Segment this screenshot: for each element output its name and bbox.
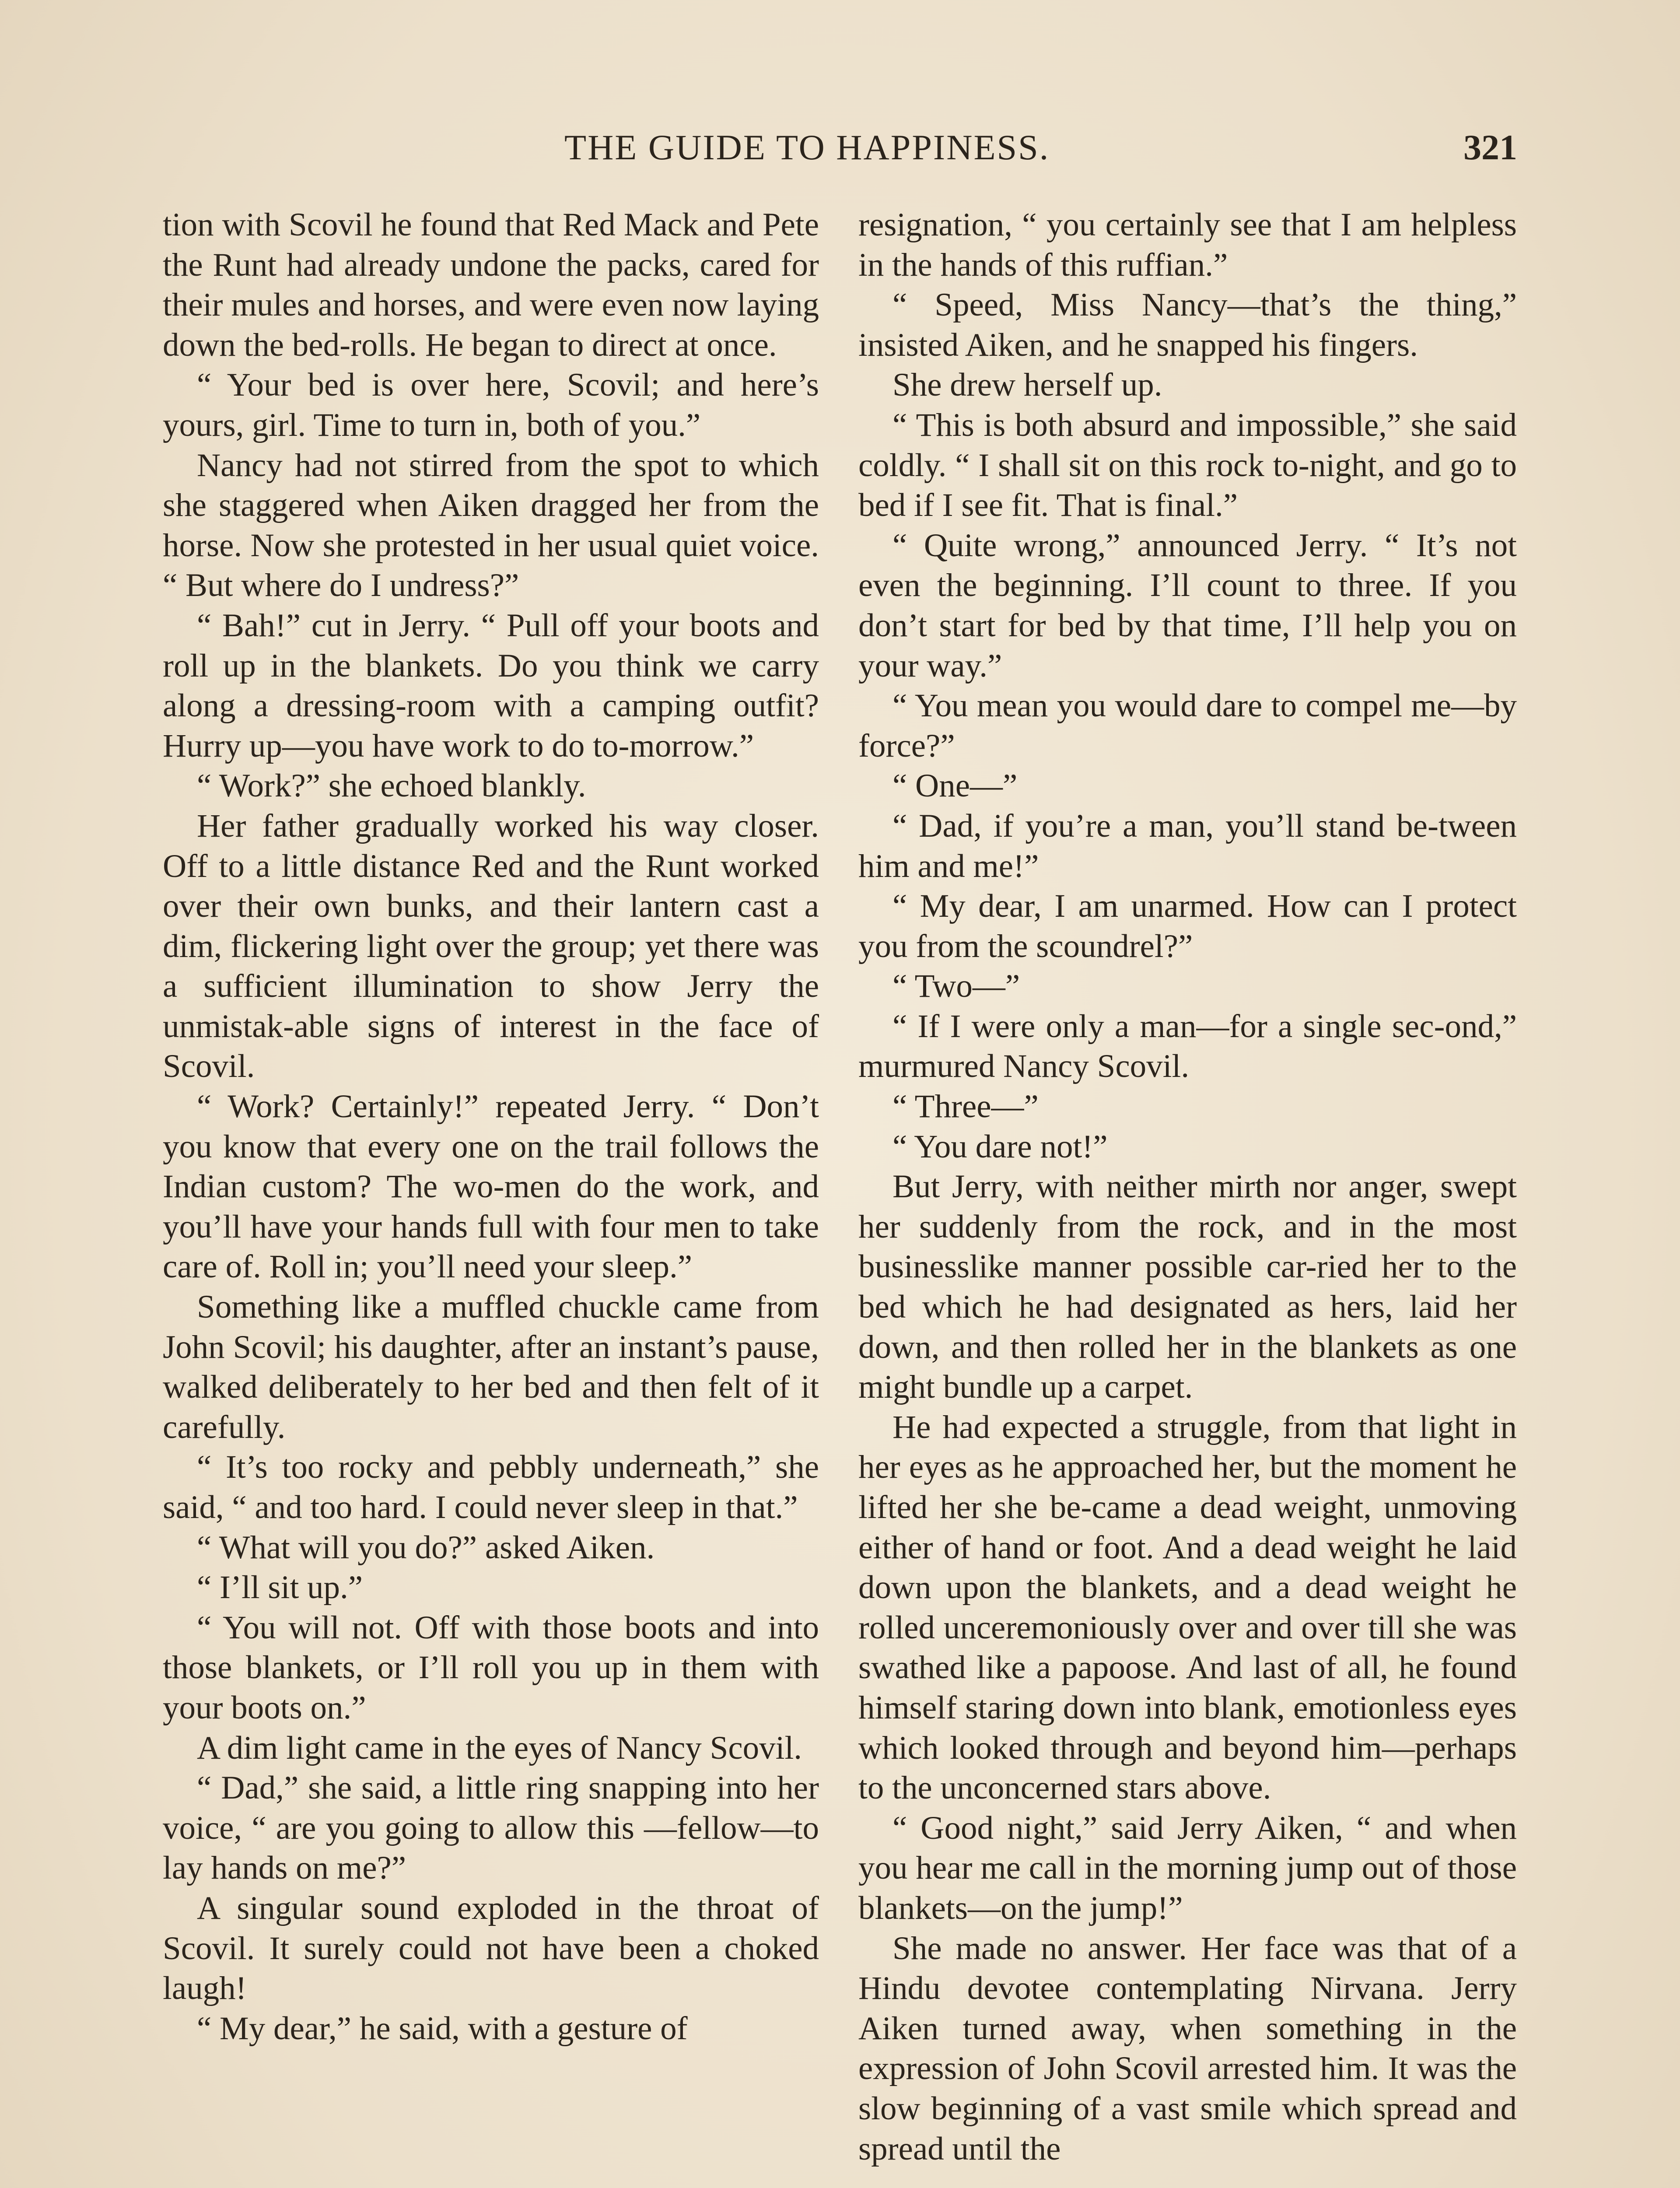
paragraph: She drew herself up. <box>892 367 1162 403</box>
paragraph: She made no answer. Her face was that of a Hindu devotee contemplating Nirvana. Jerry Aiken turned away, when something in the expression of John Scovil arrested him. It was the slow beginning of a vast smile which spread and spread until the <box>858 1930 1517 2167</box>
paragraph: “ Dad,” she said, a little ring snapping into her voice, “ are you going to allow this —fellow—to lay hands on me?” <box>163 1770 819 1886</box>
paragraph: resignation, “ you certainly see that I am helpless in the hands of this ruffian.” <box>858 207 1517 283</box>
paragraph: But Jerry, with neither mirth nor anger, swept her suddenly from the rock, and in the most businesslike manner possible car-ried her to the bed which he had designated as hers, laid her down, and then rolled her in the blankets as one might bundle up a carpet. <box>858 1168 1517 1406</box>
left-text-column <box>163 205 819 2188</box>
paragraph: “ Good night,” said Jerry Aiken, “ and when you hear me call in the morning jump out of those blankets—on the jump!” <box>858 1809 1517 1926</box>
paragraph: “ You will not. Off with those boots and into those blankets, or I’ll roll you up in them with your boots on.” <box>163 1609 819 1726</box>
right-text-column <box>858 205 1517 2188</box>
paragraph: “ My dear,” he said, with a gesture of <box>197 2010 688 2047</box>
paragraph: A singular sound exploded in the throat of Scovil. It surely could not have been a choked laugh! <box>163 1890 819 2007</box>
paragraph: Her father gradually worked his way closer. Off to a little distance Red and the Runt worked over their own bunks, and their lantern cast a dim, flickering light over the group; yet there was a sufficient illumination to show Jerry the unmistak-able signs of interest in the face of Scovil. <box>163 807 819 1085</box>
page-header <box>0 127 1680 175</box>
paragraph: “ Dad, if you’re a man, you’ll stand be-tween him and me!” <box>858 807 1517 884</box>
paragraph: “ Quite wrong,” announced Jerry. “ It’s not even the beginning. I’ll count to three. If you don’t start for bed by that time, I’ll help you on your way.” <box>858 527 1517 684</box>
paragraph: “ You mean you would dare to compel me—by force?” <box>858 687 1517 764</box>
paragraph: “ One—” <box>892 768 1018 804</box>
paragraph: “ Work?” she echoed blankly. <box>197 768 586 804</box>
paragraph: “ This is both absurd and impossible,” she said coldly. “ I shall sit on this rock to-night, and go to bed if I see fit. That is final.” <box>858 407 1517 524</box>
paragraph: “ Speed, Miss Nancy—that’s the thing,” insisted Aiken, and he snapped his fingers. <box>858 287 1517 363</box>
paragraph: “ If I were only a man—for a single sec-ond,” murmured Nancy Scovil. <box>858 1008 1517 1085</box>
paragraph: “ Bah!” cut in Jerry. “ Pull off your boots and roll up in the blankets. Do you think we carry along a dressing-room with a camping outfit? Hurry up—you have work to do to-morrow.” <box>163 607 819 764</box>
paragraph: “ It’s too rocky and pebbly underneath,” she said, “ and too hard. I could never sleep in that.” <box>163 1449 819 1525</box>
paragraph: “ You dare not!” <box>892 1128 1108 1165</box>
paragraph: “ Two—” <box>892 968 1020 1005</box>
paragraph: “ My dear, I am unarmed. How can I protect you from the scoundrel?” <box>858 888 1517 964</box>
paragraph: He had expected a struggle, from that light in her eyes as he approached her, but the moment he lifted her she be-came a dead weight, unmoving either of hand or foot. And a dead weight he laid down upon the blankets, and a dead weight he rolled unceremoniously over and over till she was swathed like a papoose. And last of all, he found himself staring down into blank, emotionless eyes which looked through and beyond him—perhaps to the unconcerned stars above. <box>858 1409 1517 1806</box>
paragraph: Something like a muffled chuckle came from John Scovil; his daughter, after an instant’s pause, walked deliberately to her bed and then felt of it carefully. <box>163 1289 819 1445</box>
page-number: 321 <box>1463 127 1517 167</box>
paragraph: “ I’ll sit up.” <box>197 1569 363 1606</box>
paragraph: “ What will you do?” asked Aiken. <box>197 1529 655 1566</box>
paragraph: A dim light came in the eyes of Nancy Scovil. <box>197 1729 802 1766</box>
running-title: THE GUIDE TO HAPPINESS. <box>564 127 1050 167</box>
paragraph: Nancy had not stirred from the spot to which she staggered when Aiken dragged her from the horse. Now she protested in her usual quiet voice. “ But where do I undress?” <box>163 447 819 604</box>
paragraph: “ Your bed is over here, Scovil; and here’s yours, girl. Time to turn in, both of you.” <box>163 367 819 443</box>
paragraph: “ Work? Certainly!” repeated Jerry. “ Don’t you know that every one on the trail follows the Indian custom? The wo-men do the work, and you’ll have your hands full with four men to take care of. Roll in; you’ll need your sleep.” <box>163 1088 819 1285</box>
paragraph: tion with Scovil he found that Red Mack and Pete the Runt had already undone the packs, cared for their mules and horses, and were even now laying down the bed-rolls. He began to direct at once. <box>163 207 819 363</box>
paragraph: “ Three—” <box>892 1088 1039 1125</box>
